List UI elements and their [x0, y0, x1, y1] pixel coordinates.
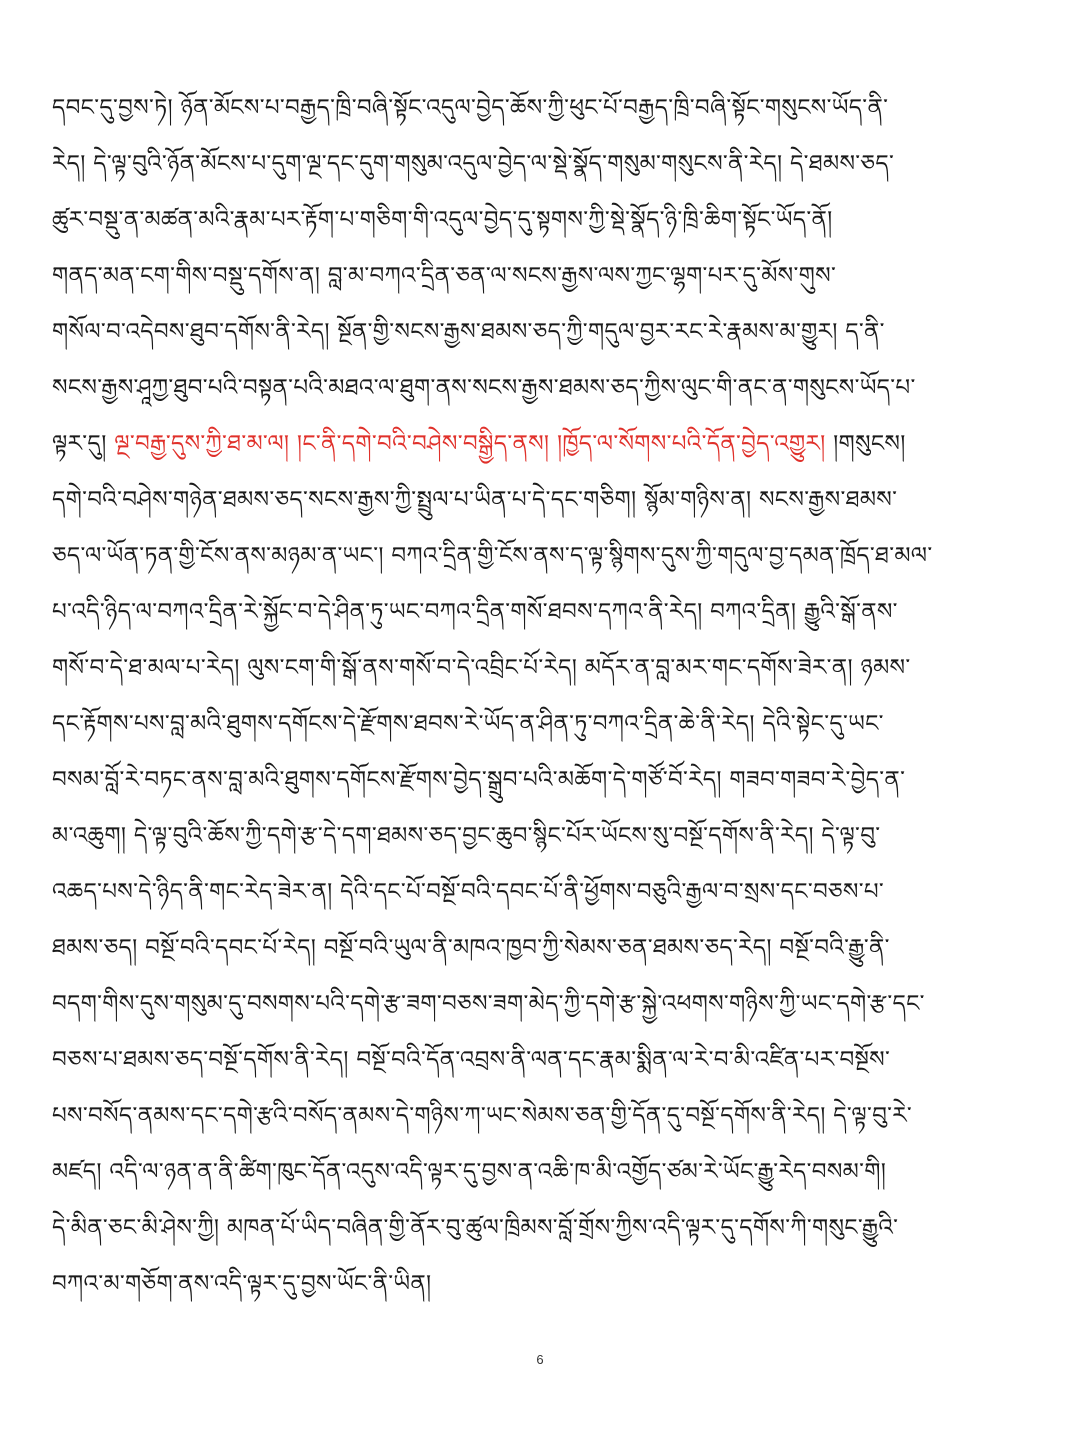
text-line [52, 248, 1032, 304]
text-line [52, 1088, 1032, 1144]
body-text-span: དགེ་བའི་བཤེས་གཉེན་ཐམས་ཅད་སངས་རྒྱས་ཀྱི་སྤྲུལ་པ་ཡིན་པ་དེ་དང་གཅིག། སྙོམ་གཉིས་ན། སངས་རྒྱས་ཐམས་ [52, 487, 898, 513]
body-text-span: འཆད་པས་དེ་ཉིད་ནི་གང་རེད་ཟེར་ན། དེའི་དང་པོ་བསྔོ་བའི་དབང་པོ་ནི་ཕྱོགས་བཅུའི་རྒྱལ་བ་སྲས་དང་བཅས་པ་ [52, 879, 885, 905]
text-line [52, 416, 1032, 472]
text-line [52, 360, 1032, 416]
text-line [52, 192, 1032, 248]
quoted-verse-text: ལྔ་བརྒྱ་དུས་ཀྱི་ཐ་མ་ལ། །ང་ནི་དགེ་བའི་བཤེས་བསྒྱིད་ནས། །ཁྱོད་ལ་སོགས་པའི་དོན་བྱེད་འགྱུར། [114, 431, 834, 457]
text-line [52, 80, 1032, 136]
text-line [52, 472, 1032, 528]
body-text-span: བསམ་བློ་རེ་བཏང་ནས་བླ་མའི་ཐུགས་དགོངས་རྫོགས་བྱེད་སྒྲུབ་པའི་མཆོག་དེ་གཙོ་བོ་རེད། གཟབ་གཟབ་རེ་བྱེད་ན་ [52, 767, 906, 793]
text-line [52, 304, 1032, 360]
body-text-span: དང་རྟོགས་པས་བླ་མའི་ཐུགས་དགོངས་དེ་རྫོགས་ཐབས་རེ་ཡོད་ན་ཤིན་ཏུ་བཀའ་དྲིན་ཆེ་ནི་རེད། དེའི་སྟེང་དུ་ཡང་ [52, 711, 884, 737]
text-line [52, 1256, 1032, 1312]
body-text-span: དེ་མིན་ཅང་མི་ཤེས་ཀྱི། མཁན་པོ་ཡིད་བཞིན་གྱི་ནོར་བུ་ཚུལ་ཁྲིམས་བློ་གྲོས་ཀྱིས་འདི་ལྟར་དུ་དགོས་ཀི་གསུང་རྒྱུའི་ [52, 1215, 899, 1241]
text-line [52, 864, 1032, 920]
text-line [52, 976, 1032, 1032]
body-text-span: རེད། དེ་ལྟ་བུའི་ཉོན་མོངས་པ་དུག་ལྔ་དང་དུག་གསུམ་འདུལ་བྱེད་ལ་སྡེ་སྣོད་གསུམ་གསུངས་ནི་རེད། དེ་ཐམས་ཅད་ [52, 151, 895, 177]
body-text-span: སངས་རྒྱས་ཤཱཀྱ་ཐུབ་པའི་བསྟན་པའི་མཐའ་ལ་ཐུག་ནས་སངས་རྒྱས་ཐམས་ཅད་ཀྱིས་ལུང་གི་ནང་ན་གསུངས་ཡོད་པ་ [52, 375, 916, 401]
text-line [52, 1144, 1032, 1200]
text-line [52, 752, 1032, 808]
body-text-span: པས་བསོད་ནམས་དང་དགེ་རྩའི་བསོད་ནམས་དེ་གཉིས་ཀ་ཡང་སེམས་ཅན་གྱི་དོན་དུ་བསྔོ་དགོས་ནི་རེད། དེ་ལྟ་བུ་རེ་ [52, 1103, 913, 1129]
body-text-span: ལྟར་དུ། [52, 431, 115, 457]
body-text-span: པ་འདི་ཉིད་ལ་བཀའ་དྲིན་རེ་སྐྱོང་བ་དེ་ཤིན་ཏུ་ཡང་བཀའ་དྲིན་གསོ་ཐབས་དཀའ་ནི་རེད། བཀའ་དྲིན། རྒྱུའི་སྒོ་ནས་ [52, 599, 898, 625]
body-text [52, 80, 1032, 1312]
text-line [52, 584, 1032, 640]
body-text-span: ཐམས་ཅད། བསྔོ་བའི་དབང་པོ་རེད། བསྔོ་བའི་ཡུལ་ནི་མཁའ་ཁྱབ་ཀྱི་སེམས་ཅན་ཐམས་ཅད་རེད། བསྔོ་བའི་རྒྱུ་ནི་ [52, 935, 890, 961]
text-line [52, 1032, 1032, 1088]
text-line [52, 920, 1032, 976]
body-text-span: བདག་གིས་དུས་གསུམ་དུ་བསགས་པའི་དགེ་རྩ་ཟག་བཅས་ཟག་མེད་ཀྱི་དགེ་རྩ་སྐྱེ་འཕགས་གཉིས་ཀྱི་ཡང་དགེ་རྩ་དང་ [52, 991, 925, 1017]
text-line [52, 808, 1032, 864]
text-line [52, 528, 1032, 584]
text-line [52, 696, 1032, 752]
body-text-span: ཅད་ལ་ཡོན་ཏན་གྱི་ངོས་ནས་མཉམ་ན་ཡང་། བཀའ་དྲིན་གྱི་ངོས་ནས་ད་ལྟ་སྙིགས་དུས་ཀྱི་གདུལ་བྱ་དམན་ཁྲོད་ཐ་མལ་ [52, 543, 933, 569]
text-line [52, 136, 1032, 192]
body-text-span: མ་འཆུག། དེ་ལྟ་བུའི་ཆོས་ཀྱི་དགེ་རྩ་དེ་དག་ཐམས་ཅད་བྱང་ཆུབ་སྙིང་པོར་ཡོངས་སུ་བསྔོ་དགོས་ནི་རེད། དེ་ལྟ་བུ་ [52, 823, 881, 849]
body-text-span: །གསུངས། [833, 431, 906, 457]
text-line [52, 1200, 1032, 1256]
text-line [52, 640, 1032, 696]
body-text-span: དབང་དུ་བྱས་ཏེ། ཉོན་མོངས་པ་བརྒྱད་ཁྲི་བཞི་སྟོང་འདུལ་བྱེད་ཆོས་ཀྱི་ཕུང་པོ་བརྒྱད་ཁྲི་བཞི་སྟོང་གསུངས་ཡོད་ནི་ [52, 95, 889, 121]
page-number: 6 [536, 1352, 544, 1367]
body-text-span: གསོལ་བ་འདེབས་ཐུབ་དགོས་ནི་རེད། སྔོན་གྱི་སངས་རྒྱས་ཐམས་ཅད་ཀྱི་གདུལ་བྱར་རང་རེ་རྣམས་མ་གྱུར། ད་ནི་ [52, 319, 885, 345]
body-text-span: ཚུར་བསྡུ་ན་མཚན་མའི་རྣམ་པར་རྟོག་པ་གཅིག་གི་འདུལ་བྱེད་དུ་སྟགས་ཀྱི་སྡེ་སྣོད་ཉི་ཁྲི་ཆིག་སྟོང་ཡོད་ནོ། [52, 207, 833, 233]
body-text-span: གསོ་བ་དེ་ཐ་མལ་པ་རེད། ལུས་ངག་གི་སྒོ་ནས་གསོ་བ་དེ་འབྲིང་པོ་རེད། མདོར་ན་བླ་མར་གང་དགོས་ཟེར་ན། ཉམས་ [52, 655, 911, 681]
body-text-span: བཅས་པ་ཐམས་ཅད་བསྔོ་དགོས་ནི་རེད། བསྔོ་བའི་དོན་འབྲས་ནི་ལན་དང་རྣམ་སྨིན་ལ་རེ་བ་མི་འཛིན་པར་བསྔོས་ [52, 1047, 891, 1073]
body-text-span: མཛད། འདི་ལ་ཉན་ན་ནི་ཚིག་ཁུང་དོན་འདུས་འདི་ལྟར་དུ་བྱས་ན་འཆི་ཁ་མི་འགྱོད་ཙམ་རེ་ཡོང་རྒྱུ་རེད་བསམ་གི། [52, 1159, 887, 1185]
body-text-span: གནད་མན་ངག་གིས་བསྡུ་དགོས་ན། བླ་མ་བཀའ་དྲིན་ཅན་ལ་སངས་རྒྱས་ལས་ཀྱང་ལྷག་པར་དུ་མོས་གུས་ [52, 263, 837, 289]
body-text-span: བཀའ་མ་གཅོག་ནས་འདི་ལྟར་དུ་བྱས་ཡོང་ནི་ཡིན། [52, 1271, 432, 1297]
